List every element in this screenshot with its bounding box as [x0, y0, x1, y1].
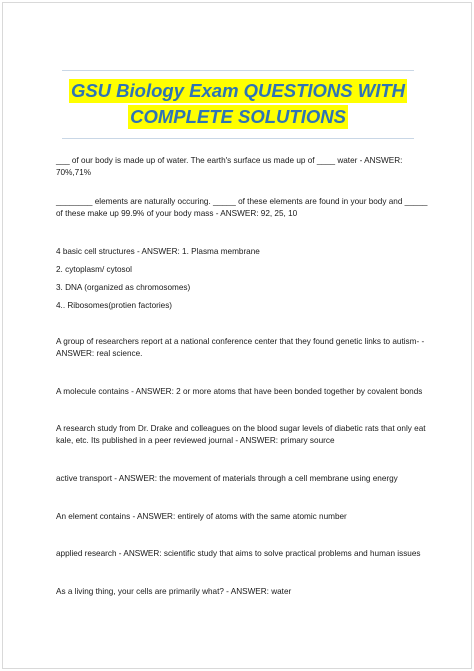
qa-paragraph-6: 4.. Ribosomes(protien factories): [56, 301, 173, 310]
qa-paragraph-9: A research study from Dr. Drake and colleagues on the blood sugar levels of diabetic rats that only eat kale, etc. Its published in a peer reviewed journal - ANSWER: primary source: [56, 424, 426, 445]
qa-paragraph-11: An element contains - ANSWER: entirely of atoms with the same atomic number: [56, 512, 347, 521]
qa-paragraph-5: 3. DNA (organized as chromosomes): [56, 283, 191, 292]
qa-paragraph-3: 4 basic cell structures - ANSWER: 1. Plasma membrane: [56, 247, 260, 256]
qa-paragraph-13: As a living thing, your cells are primarily what? - ANSWER: water: [56, 587, 292, 596]
title-top-rule: [62, 70, 414, 71]
qa-paragraph-12: applied research - ANSWER: scientific study that aims to solve practical problems and human issues: [56, 549, 421, 558]
title-line-1: GSU Biology Exam QUESTIONS WITH: [70, 80, 406, 101]
qa-paragraph-4: 2. cytoplasm/ cytosol: [56, 265, 132, 274]
qa-paragraph-10: active transport - ANSWER: the movement of materials through a cell membrane using energy: [56, 474, 398, 483]
qa-paragraph-2: ________ elements are naturally occuring. _____ of these elements are found in your body and _____ of these make up 99.9% of your body mass - ANSWER: 92, 25, 10: [56, 197, 428, 218]
qa-paragraph-7: A group of researchers report at a national conference center that they found genetic links to autism- - ANSWER: real science.: [56, 337, 425, 358]
title-bottom-rule: [62, 138, 414, 139]
qa-paragraph-8: A molecule contains - ANSWER: 2 or more atoms that have been bonded together by covalent bonds: [56, 387, 423, 396]
document-title: [62, 78, 414, 130]
title-line-2: COMPLETE SOLUTIONS: [130, 106, 346, 127]
qa-paragraph-1: ___ of our body is made up of water. The earth's surface us made up of ____ water - ANSWER: 70%,71%: [56, 156, 403, 177]
